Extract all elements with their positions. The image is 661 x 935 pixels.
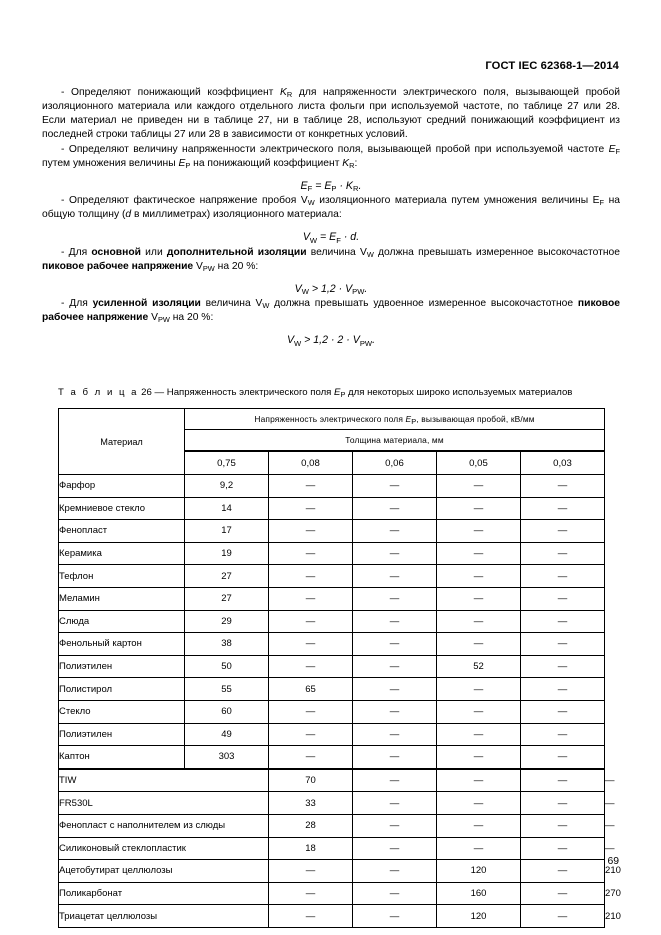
table-cell-value: — — [521, 814, 605, 837]
table-header-field-strength-a: Напряженность электрического поля — [254, 414, 406, 424]
table-row — [59, 497, 605, 520]
table-cell-value: — — [437, 837, 521, 860]
table-header-thickness-0: 0,75 — [185, 451, 269, 475]
table-cell-value: — — [437, 723, 521, 746]
table-cell-material: Фарфор — [59, 475, 185, 498]
table-row — [59, 655, 605, 678]
table-row — [59, 520, 605, 543]
table-cell-value: — — [437, 520, 521, 543]
table-cell-material: Стекло — [59, 700, 185, 723]
table-cell-value: — — [521, 520, 605, 543]
table-caption-number: 26 — [141, 387, 152, 398]
table-header-field-strength-b: , вызывающая пробой, кВ/мм — [416, 414, 535, 424]
table-cell-value: 27 — [185, 587, 269, 610]
table-cell-value: — — [437, 746, 521, 769]
table-cell-value: — — [521, 769, 605, 792]
table-cell-value: — — [353, 520, 437, 543]
table-cell-value: — — [269, 700, 353, 723]
table-row: Силиконовый стеклопластик 18 — — — — — [59, 837, 605, 860]
table-cell-value: — — [353, 723, 437, 746]
table-cell-value: 65 — [269, 678, 353, 701]
table-cell-value: — — [437, 678, 521, 701]
table-cell-value: — — [353, 700, 437, 723]
table-cell-value: — — [437, 792, 521, 815]
table-row — [59, 746, 605, 769]
table-row — [59, 475, 605, 498]
table-cell-value: — — [437, 610, 521, 633]
table-cell-value: 27 — [185, 565, 269, 588]
table-cell-value: — — [437, 700, 521, 723]
table-cell-value: — — [437, 497, 521, 520]
table-cell-material: Слюда — [59, 610, 185, 633]
table-cell-value: — — [437, 542, 521, 565]
table-cell-value: 14 — [185, 497, 269, 520]
table-cell-value: — — [521, 633, 605, 656]
table-cell-value: — — [521, 542, 605, 565]
table-cell-value: 38 — [185, 633, 269, 656]
table-header-field-symbol-sub: P — [411, 417, 417, 427]
running-header-standard-ref: ГОСТ IEC 62368-1—2014 — [485, 60, 619, 72]
table-cell-value: — — [353, 497, 437, 520]
table-caption-label: Т а б л и ц а — [58, 387, 139, 398]
table-cell-value: — — [521, 723, 605, 746]
table-cell-material: Фенопласт — [59, 520, 185, 543]
table-row — [59, 633, 605, 656]
table-caption-text-b: для некоторых широко используемых материалов — [345, 387, 573, 398]
table-header-field-symbol: E — [405, 414, 412, 424]
table-cell-value: — — [521, 700, 605, 723]
table-cell-value: — — [353, 882, 437, 905]
paragraph-field-strength: - Определяют величину напряженности электрического поля, вызывающей пробой при используемой частоте $E_F$ путем умножения величины $E_P$ на понижающий коэффициент $K_R$: — [42, 143, 620, 171]
table-cell-value: — — [269, 723, 353, 746]
table-cell-value: — — [353, 610, 437, 633]
table-cell-material: Ацетобутират целлюлозы — [59, 860, 269, 883]
paragraph-reinforced-insulation: - Для усиленной изоляции величина $V_W$ должна превышать удвоенное измеренное высокочастотное пиковое рабочее напряжение $V_{PW}$ на 20 %: — [42, 298, 620, 325]
table-cell-value: 60 — [185, 700, 269, 723]
table-cell-value: — — [521, 905, 605, 928]
table-row: Ацетобутират целлюлозы — — 120 — 210 — [59, 860, 605, 883]
table-cell-material: Полиэтилен — [59, 655, 185, 678]
table-cell-material: Керамика — [59, 542, 185, 565]
formula-vw-basic: $V_W > 1,2 \cdot V_{PW}$. — [294, 282, 368, 297]
table-header-thickness-2: 0,06 — [353, 451, 437, 475]
table-cell-value: — — [521, 882, 605, 905]
table-cell-value: — — [353, 565, 437, 588]
table-cell-value: 303 — [185, 746, 269, 769]
table-cell-value: — — [521, 475, 605, 498]
table-cell-value: 19 — [185, 542, 269, 565]
table-cell-value: — — [521, 860, 605, 883]
table-cell-value: — — [269, 542, 353, 565]
table-cell-value: — — [353, 678, 437, 701]
table-cell-value: — — [521, 655, 605, 678]
table-cell-value: — — [437, 475, 521, 498]
table-cell-material: Тефлон — [59, 565, 185, 588]
table-cell-material: Полиэтилен — [59, 723, 185, 746]
table-row — [59, 700, 605, 723]
table-cell-value: 55 — [185, 678, 269, 701]
table-cell-value: 18 — [269, 837, 353, 860]
table-row — [59, 587, 605, 610]
table-cell-value: — — [521, 792, 605, 815]
table-cell-value: — — [437, 633, 521, 656]
table-cell-material: Кремниевое стекло — [59, 497, 185, 520]
table-cell-value: — — [269, 587, 353, 610]
table-cell-value: — — [269, 475, 353, 498]
table-caption-symbol-sub: P — [340, 390, 346, 400]
table-cell-value: — — [521, 587, 605, 610]
document-body — [42, 86, 620, 349]
table-cell-value: 28 — [269, 814, 353, 837]
table-body-top — [59, 475, 605, 769]
table-cell-value: — — [521, 610, 605, 633]
formula-vw-reinforced: $V_W > 1,2 \cdot 2 \cdot V_{PW}$. — [286, 334, 376, 348]
table-caption — [58, 386, 572, 399]
table-cell-value: — — [521, 746, 605, 769]
table-cell-value: 9,2 — [185, 475, 269, 498]
table-header-thickness-4: 0,03 — [521, 451, 605, 475]
table-cell-value: — — [437, 565, 521, 588]
table-cell-value: — — [353, 837, 437, 860]
table-cell-material: Меламин — [59, 587, 185, 610]
table-head — [59, 409, 605, 475]
table-caption-text-a: Напряженность электрического поля — [166, 387, 335, 398]
table-cell-value: — — [353, 814, 437, 837]
table-cell-material: Поликарбонат — [59, 882, 269, 905]
table-cell-material: TIW — [59, 769, 269, 792]
paragraph-reduction-factor: - Определяют понижающий коэффициент $K_R$ для напряженности электрического поля, вызывающей пробой изоляционного материала или каждого отдельного листа фольги при используемой частоте, по таблице 27 или 28. Если материал не приведен ни в таблице 27, ни в таблице 28, используют средний понижающий коэффициент из последней строки таблицы 27 или 28 в зависимости от конкретных условий. — [42, 87, 620, 141]
table-row: Поликарбонат — — 160 — 270 — [59, 882, 605, 905]
table-header-thickness-1: 0,08 — [269, 451, 353, 475]
table-cell-value: 70 — [269, 769, 353, 792]
table-header-thickness: Толщина материала, мм — [185, 430, 605, 452]
table-row — [59, 723, 605, 746]
table-caption-symbol: E — [334, 387, 341, 398]
table-cell-value: — — [521, 837, 605, 860]
table-cell-value: — — [269, 520, 353, 543]
table-row: Фенопласт с наполнителем из слюды 28 — — — — — [59, 814, 605, 837]
table-cell-value: 50 — [185, 655, 269, 678]
table-cell-value: — — [353, 655, 437, 678]
table-cell-value: 52 — [437, 655, 521, 678]
table-cell-value: 33 — [269, 792, 353, 815]
table-row: Триацетат целлюлозы — — 120 — 210 — [59, 905, 605, 928]
table-row: TIW 70 — — — — — [59, 769, 605, 792]
table-cell-value: 160 — [437, 882, 521, 905]
table-cell-value: — — [353, 792, 437, 815]
table-cell-value: — — [269, 565, 353, 588]
table-cell-value: — — [269, 655, 353, 678]
table-cell-value: — — [521, 565, 605, 588]
table-cell-material: Фенопласт с наполнителем из слюды — [59, 814, 269, 837]
table-cell-value: — — [437, 769, 521, 792]
table-header-material: Материал — [59, 409, 185, 475]
table-cell-value: — — [269, 746, 353, 769]
table-cell-value: — — [269, 882, 353, 905]
table-cell-material: FR530L — [59, 792, 269, 815]
table-cell-value: — — [437, 587, 521, 610]
table-cell-material: Триацетат целлюлозы — [59, 905, 269, 928]
table-cell-value: — — [353, 769, 437, 792]
table-cell-value: — — [437, 814, 521, 837]
table-cell-value: 17 — [185, 520, 269, 543]
table-cell-material: Силиконовый стеклопластик — [59, 837, 269, 860]
table-header-field-strength — [185, 409, 605, 430]
formula-vw: $V_W = E_F \cdot d$. — [302, 231, 360, 245]
table-cell-value: — — [269, 905, 353, 928]
table-cell-value: — — [521, 497, 605, 520]
table-cell-value: — — [521, 678, 605, 701]
paragraph-breakdown-voltage: - Определяют фактическое напряжение пробоя $V_W$ изоляционного материала путем умножения величины $E_F$ на общую толщину (d в миллиметрах) изоляционного материала: — [42, 195, 620, 221]
table-caption-dash: — — [154, 387, 165, 398]
table-row — [59, 542, 605, 565]
table-row — [59, 565, 605, 588]
table-cell-value: 29 — [185, 610, 269, 633]
table-cell-value: — — [353, 633, 437, 656]
table-row — [59, 678, 605, 701]
table-cell-material: Полистирол — [59, 678, 185, 701]
formula-ef: $E_F = E_P \cdot K_R$. — [300, 179, 362, 194]
table-cell-value: — — [269, 633, 353, 656]
table-row — [59, 610, 605, 633]
paragraph-basic-supplementary-insulation: - Для основной или дополнительной изоляции величина $V_W$ должна превышать измеренное высокочастотное пиковое рабочее напряжение $V_{PW}$ на 20 %: — [42, 246, 620, 274]
table-cell-value: — — [269, 860, 353, 883]
table-cell-value: — — [353, 542, 437, 565]
table-row: FR530L 33 — — — — — [59, 792, 605, 815]
table-cell-value: — — [269, 610, 353, 633]
table-cell-material: Каптон — [59, 746, 185, 769]
table-cell-material: Фенольный картон — [59, 633, 185, 656]
page-number: 69 — [607, 856, 619, 867]
table-cell-value: 49 — [185, 723, 269, 746]
table-cell-value: — — [269, 497, 353, 520]
table-cell-value: 120 — [437, 860, 521, 883]
table-cell-value: 120 — [437, 905, 521, 928]
table-header-row-span — [59, 409, 605, 430]
table-cell-value: — — [353, 860, 437, 883]
table-header-thickness-3: 0,05 — [437, 451, 521, 475]
table-cell-value: — — [353, 587, 437, 610]
table-cell-value: — — [353, 905, 437, 928]
table-cell-value: — — [353, 475, 437, 498]
table-cell-value: — — [353, 746, 437, 769]
